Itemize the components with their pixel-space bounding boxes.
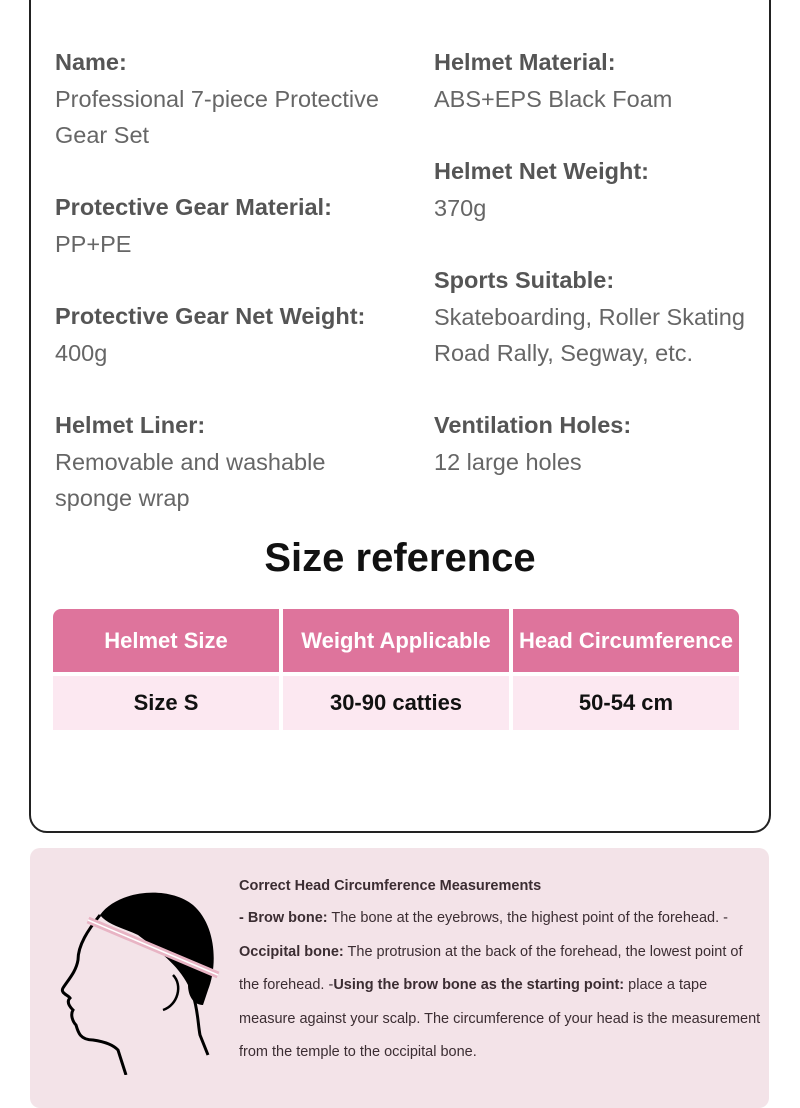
spec-name xyxy=(55,44,379,154)
spec-helmet-material xyxy=(434,44,672,117)
table-header: Weight Applicable xyxy=(283,609,509,672)
spec-label: Sports Suitable: xyxy=(434,267,615,293)
table-header: Head Circumference xyxy=(513,609,739,672)
spec-label: Helmet Liner: xyxy=(55,412,206,438)
spec-value: Gear Set xyxy=(55,122,150,148)
size-reference-title: Size reference xyxy=(264,536,536,580)
spec-label: Name: xyxy=(55,49,127,75)
spec-value: 12 large holes xyxy=(434,448,582,475)
spec-value: Road Rally, Segway, etc. xyxy=(434,340,694,366)
occipital-bone-text: The protrusion at the back of the forehead, the lowest point of the forehead. - xyxy=(239,943,743,994)
spec-label: Helmet Material: xyxy=(434,49,616,75)
occipital-bone-label: Occipital bone: xyxy=(239,943,344,960)
spec-ventilation xyxy=(434,407,631,480)
spec-sports xyxy=(434,262,745,372)
table-cell: Size S xyxy=(53,676,279,730)
spec-helmet-weight xyxy=(434,153,649,226)
starting-point-label: Using the brow bone as the starting point: xyxy=(333,977,625,994)
table-header: Helmet Size xyxy=(53,609,279,672)
spec-label: Ventilation Holes: xyxy=(434,412,632,438)
spec-value: Removable and washable xyxy=(55,448,326,475)
spec-label: Protective Gear Net Weight: xyxy=(55,303,366,329)
spec-value: Professional 7-piece Protective xyxy=(55,85,379,112)
head-measurement-icon xyxy=(48,880,223,1075)
spec-value: 400g xyxy=(55,339,108,366)
spec-value: PP+PE xyxy=(55,230,132,257)
measurement-body xyxy=(239,902,764,1070)
spec-value: Skateboarding, Roller Skating xyxy=(434,303,745,330)
spec-value: sponge wrap xyxy=(55,485,190,511)
table-cell: 50-54 cm xyxy=(513,676,739,730)
measurement-title: Correct Head Circumference Measurements xyxy=(239,878,542,894)
spec-helmet-liner xyxy=(55,407,325,517)
spec-value: 370g xyxy=(434,194,487,221)
spec-value: ABS+EPS Black Foam xyxy=(434,85,673,112)
spec-label: Helmet Net Weight: xyxy=(434,158,649,184)
spec-label: Protective Gear Material: xyxy=(55,194,332,220)
starting-point-text: place a tape measure against your scalp. The circumference of your head is the measurement from the temple to the occipital bone. xyxy=(239,977,761,1061)
spec-gear-material xyxy=(55,189,332,262)
measurement-text xyxy=(239,870,764,1070)
spec-gear-weight xyxy=(55,298,365,371)
brow-bone-label: - Brow bone: xyxy=(239,910,328,926)
table-cell: 30-90 catties xyxy=(283,676,509,730)
brow-bone-text: The bone at the eyebrows, the highest point of the forehead. - xyxy=(327,910,728,926)
